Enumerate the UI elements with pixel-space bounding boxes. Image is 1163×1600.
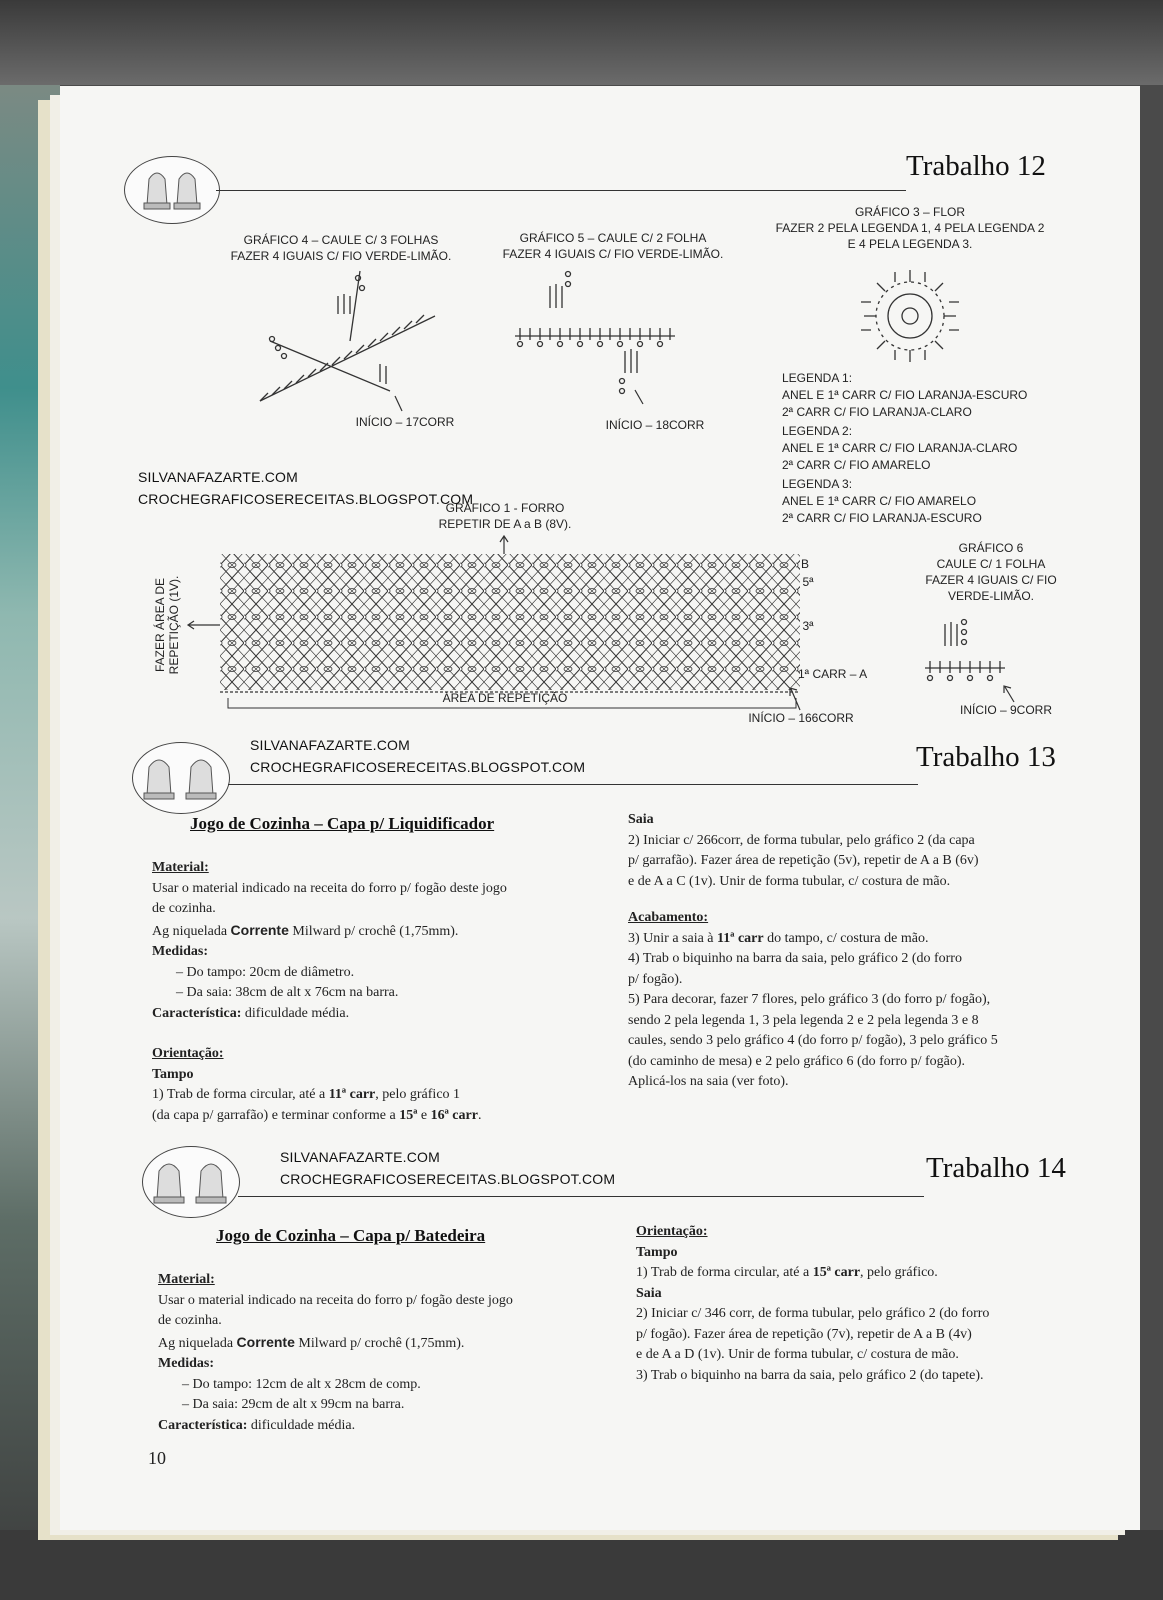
- section-title-trabalho-12: Trabalho 12: [906, 150, 1046, 182]
- chart-6-instruction-2: VERDE-LIMÃO.: [947, 589, 1034, 603]
- site-name: SILVANAFAZARTE.COM: [250, 737, 410, 753]
- chart-1-start: INÍCIO – 166CORR: [748, 711, 854, 725]
- chart-5-title: GRÁFICO 5 – CAULE C/ 2 FOLHA: [519, 231, 707, 245]
- legend-1-title: LEGENDA 1:: [782, 371, 853, 385]
- chart-1-caption: [420, 500, 590, 532]
- top-heading: Tampo: [636, 1244, 678, 1260]
- difficulty-line: Característica: dificuldade média.: [158, 1417, 356, 1433]
- recipe-14-right-column: [636, 1222, 1096, 1386]
- skirt-line-4: 3) Trab o biquinho na barra da saia, pelo gráfico 2 (do tapete).: [636, 1367, 984, 1383]
- finishing-step-5-cont-1: sendo 2 pela legenda 1, 3 pela legenda 2 e 2 pela legenda 3 e 8: [628, 1012, 979, 1028]
- chart-5-start: INÍCIO – 18CORR: [605, 418, 705, 432]
- legend-3: [782, 476, 1102, 527]
- recipe-14-heading: Jogo de Cozinha – Capa p/ Batedeira: [216, 1226, 486, 1245]
- brand-name: Corrente: [236, 1333, 295, 1350]
- recipe-13-left-column: [152, 858, 592, 1126]
- material-line-2: de cozinha.: [158, 1313, 222, 1328]
- header-rule: [216, 190, 906, 191]
- blog-url: CROCHEGRAFICOSERECEITAS.BLOGSPOT.COM: [250, 759, 586, 775]
- skirt-line-1: 2) Iniciar c/ 346 corr, de forma tubular, pelo gráfico 2 (do forro: [636, 1306, 990, 1321]
- thimble-badge-icon: [132, 742, 230, 814]
- chart-1-side-arrow: [186, 620, 220, 630]
- blog-url: CROCHEGRAFICOSERECEITAS.BLOGSPOT.COM: [138, 491, 474, 507]
- finishing-step-4: 4) Trab o biquinho na barra da saia, pelo gráfico 2 (do forro: [628, 951, 962, 966]
- site-watermark-2: [250, 734, 585, 778]
- skirt-line-3: e de A a D (1v). Unir de forma tubular, c/ costura de mão.: [636, 1347, 959, 1362]
- chart-4-stem-diagram: [250, 266, 450, 416]
- page-number: 10: [148, 1448, 166, 1468]
- legend-3-line-b: 2ª CARR C/ FIO LARANJA-ESCURO: [782, 511, 982, 525]
- difficulty-line: Característica: dificuldade média.: [152, 1005, 350, 1021]
- chart-6-subtitle: CAULE C/ 1 FOLHA: [936, 557, 1046, 571]
- finishing-step-5-cont-4: Aplicá-los na saia (ver foto).: [628, 1074, 789, 1089]
- site-watermark-3: [280, 1146, 615, 1190]
- top-step-1-cont: (da capa p/ garrafão) e terminar conforme a 15ª e 16ª carr.: [152, 1107, 482, 1123]
- header-rule: [228, 784, 918, 785]
- thimble-badge-icon: [142, 1146, 240, 1218]
- finishing-step-5-cont-2: caules, sendo 3 pelo gráfico 4 (do forro p/ fogão), 3 pelo gráfico 5: [628, 1033, 998, 1048]
- header-rule: [238, 1196, 924, 1197]
- chart-1-start-arrow: [788, 686, 802, 712]
- skirt-heading: Saia: [628, 812, 654, 827]
- measures-heading: Medidas:: [158, 1356, 214, 1371]
- chart-6-stem-diagram: [920, 616, 1010, 686]
- chart-6-title: GRÁFICO 6: [958, 541, 1024, 555]
- legend-2-title: LEGENDA 2:: [782, 424, 853, 438]
- legend-2: [782, 423, 1102, 474]
- instructions-heading: Orientação:: [152, 1046, 224, 1061]
- chart-6-start: INÍCIO – 9CORR: [959, 703, 1052, 717]
- site-name: SILVANAFAZARTE.COM: [138, 469, 298, 485]
- finishing-step-5: 5) Para decorar, fazer 7 flores, pelo gráfico 3 (do forro p/ fogão),: [628, 992, 991, 1007]
- material-heading: Material:: [158, 1272, 215, 1287]
- skirt-heading: Saia: [636, 1285, 662, 1301]
- chart-3-flower-diagram: [855, 266, 965, 366]
- legend-2-line-b: 2ª CARR C/ FIO AMARELO: [782, 458, 931, 472]
- flower-legends: [782, 370, 1102, 527]
- recipe-14-left-column: [158, 1270, 598, 1436]
- magazine-page: [60, 86, 1140, 1530]
- chart-1-title: GRÁFICO 1 - FORRO: [445, 501, 565, 515]
- chart-4-start: INÍCIO – 17CORR: [355, 415, 455, 429]
- chart-3-title: GRÁFICO 3 – FLOR: [854, 205, 966, 219]
- chart-5-stem-diagram: [510, 266, 690, 406]
- measure-2: – Da saia: 38cm de alt x 76cm na barra.: [176, 985, 399, 1000]
- chart-1-side-line-1: FAZER ÁREA DE: [153, 577, 167, 673]
- skirt-line-2: p/ garrafão). Fazer área de repetição (5v), repetir de A a B (6v): [628, 853, 979, 868]
- chart-6-caption: [906, 540, 1076, 604]
- section-title-trabalho-13: Trabalho 13: [916, 741, 1056, 773]
- material-heading: Material:: [152, 860, 209, 875]
- hook-line: Ag niquelada Corrente Milward p/ crochê (1,75mm).: [158, 1333, 465, 1351]
- skirt-line-3: e de A a C (1v). Unir de forma tubular, c/ costura de mão.: [628, 873, 951, 889]
- chart-1-repeat-area: ÁREA DE REPETIÇÃO: [442, 691, 568, 705]
- instructions-heading: Orientação:: [636, 1224, 708, 1239]
- section-title-trabalho-14: Trabalho 14: [926, 1152, 1066, 1184]
- measure-1: – Do tampo: 12cm de alt x 28cm de comp.: [182, 1376, 421, 1392]
- site-name: SILVANAFAZARTE.COM: [280, 1149, 440, 1165]
- finishing-step-4-cont: p/ fogão).: [628, 971, 683, 987]
- chart-4-caption: [210, 232, 472, 264]
- chart-1-lace-grid: [220, 552, 800, 712]
- top-step-1: 1) Trab de forma circular, até a 15ª carr, pelo gráfico.: [636, 1265, 938, 1280]
- chart-1-row-1: 1ª CARR – A: [798, 667, 868, 681]
- chart-5-caption: [478, 230, 748, 262]
- legend-1-line-a: ANEL E 1ª CARR C/ FIO LARANJA-ESCURO: [782, 388, 1028, 402]
- legend-1: [782, 370, 1102, 421]
- chart-1-side-label: [152, 566, 182, 686]
- legend-1-line-b: 2ª CARR C/ FIO LARANJA-CLARO: [782, 405, 972, 419]
- recipe-13-right-column: [628, 810, 1088, 1093]
- thimble-badge-icon: [124, 156, 220, 224]
- chart-1-side-line-2: REPETIÇÃO (1V).: [167, 575, 181, 675]
- recipe-13-heading: Jogo de Cozinha – Capa p/ Liquidificador: [190, 814, 495, 833]
- chart-3-caption: [750, 204, 1070, 252]
- finishing-step-5-cont-3: (do caminho de mesa) e 2 pelo gráfico 6 (do forro p/ fogão).: [628, 1053, 966, 1069]
- chart-4-instruction: FAZER 4 IGUAIS C/ FIO VERDE-LIMÃO.: [230, 249, 452, 263]
- chart-6-instruction-1: FAZER 4 IGUAIS C/ FIO: [925, 573, 1057, 587]
- chart-3-instruction-1: FAZER 2 PELA LEGENDA 1, 4 PELA LEGENDA 2: [775, 221, 1045, 235]
- top-step-1: 1) Trab de forma circular, até a 11ª carr, pelo gráfico 1: [152, 1087, 461, 1102]
- measure-1: – Do tampo: 20cm de diâmetro.: [176, 964, 355, 980]
- legend-3-line-a: ANEL E 1ª CARR C/ FIO AMARELO: [782, 494, 977, 508]
- skirt-line-2: p/ fogão). Fazer área de repetição (7v), repetir de A a B (4v): [636, 1326, 972, 1342]
- material-line-1: Usar o material indicado na receita do forro p/ fogão deste jogo: [152, 880, 507, 896]
- chart-1-row-3: 3ª: [802, 619, 814, 633]
- chart-4-title: GRÁFICO 4 – CAULE C/ 3 FOLHAS: [243, 233, 439, 247]
- measure-2: – Da saia: 29cm de alt x 99cm na barra.: [182, 1397, 405, 1412]
- chart-3-instruction-2: E 4 PELA LEGENDA 3.: [847, 237, 973, 251]
- scanner-background-bottom: [0, 1530, 1163, 1600]
- chart-1-marker-b: B: [800, 557, 809, 571]
- skirt-line-1: 2) Iniciar c/ 266corr, de forma tubular, pelo gráfico 2 (da capa: [628, 832, 975, 848]
- finishing-step-3: 3) Unir a saia à 11ª carr do tampo, c/ costura de mão.: [628, 930, 929, 946]
- chart-1-instruction: REPETIR DE A a B (8V).: [438, 517, 572, 531]
- chart-1-row-5: 5ª: [802, 575, 814, 589]
- blog-url: CROCHEGRAFICOSERECEITAS.BLOGSPOT.COM: [280, 1171, 616, 1187]
- scanner-background-top: [0, 0, 1163, 85]
- brand-name: Corrente: [230, 921, 289, 938]
- measures-heading: Medidas:: [152, 944, 208, 959]
- legend-3-title: LEGENDA 3:: [782, 477, 853, 491]
- material-line-2: de cozinha.: [152, 901, 216, 916]
- legend-2-line-a: ANEL E 1ª CARR C/ FIO LARANJA-CLARO: [782, 441, 1018, 455]
- finishing-heading: Acabamento:: [628, 910, 709, 925]
- chart-6-start-arrow: [1002, 684, 1016, 704]
- hook-line: Ag niquelada Corrente Milward p/ crochê (1,75mm).: [152, 921, 459, 939]
- chart-1-arrow-up: [498, 534, 510, 554]
- chart-5-instruction: FAZER 4 IGUAIS C/ FIO VERDE-LIMÃO.: [502, 247, 724, 261]
- top-heading: Tampo: [152, 1066, 194, 1082]
- material-line-1: Usar o material indicado na receita do forro p/ fogão deste jogo: [158, 1292, 513, 1308]
